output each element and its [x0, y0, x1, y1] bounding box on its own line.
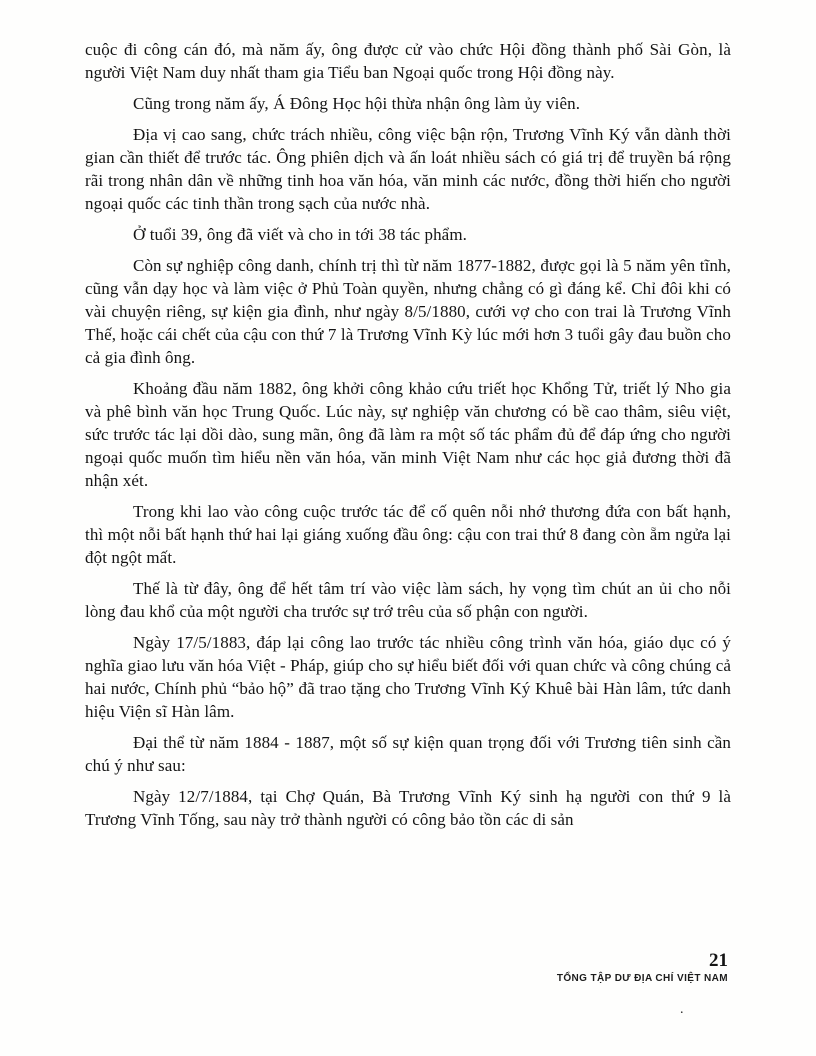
page-number: 21	[709, 950, 728, 971]
paragraph: Ở tuổi 39, ông đã viết và cho in tới 38 tác phẩm.	[133, 225, 467, 244]
paragraph: Địa vị cao sang, chức trách nhiều, công việc bận rộn, Trương Vĩnh Ký vẫn dành thời gian cần thiết để trước tác. Ông phiên dịch và ấn loát nhiều sách có giá trị để truyền bá rộng rãi trong nhân dân về những tinh hoa văn hóa, văn minh các nước, đồng thời hiến cho người ngoại quốc các tinh thần trong sạch của nước nhà.	[85, 125, 731, 213]
paragraph: Ngày 17/5/1883, đáp lại công lao trước tác nhiều công trình văn hóa, giáo dục có ý nghĩa giao lưu văn hóa Việt - Pháp, giúp cho sự hiểu biết đối với quan chức và công chúng cả hai nước, Chính phủ “bảo hộ” đã trao tặng cho Trương Vĩnh Ký Khuê bài Hàn lâm, tức danh hiệu Viện sĩ Hàn lâm.	[85, 633, 731, 721]
paragraph: cuộc đi công cán đó, mà năm ấy, ông được cử vào chức Hội đồng thành phố Sài Gòn, là người Việt Nam duy nhất tham gia Tiểu ban Ngoại quốc trong Hội đồng này.	[85, 40, 731, 82]
paragraph: Thế là từ đây, ông để hết tâm trí vào việc làm sách, hy vọng tìm chút an ủi cho nỗi lòng đau khổ của một người cha trước sự trớ trêu của số phận con người.	[85, 579, 731, 621]
page-footer	[557, 950, 728, 984]
body-text	[85, 38, 731, 839]
paragraph: Khoảng đầu năm 1882, ông khởi công khảo cứu triết học Khổng Tử, triết lý Nho gia và phê bình văn học Trung Quốc. Lúc này, sự nghiệp văn chương có bề cao thâm, siêu việt, sức trước tác lại dồi dào, sung mãn, ông đã làm ra một số tác phẩm đủ để đáp ứng cho người ngoại quốc muốn tìm hiểu nền văn hóa, văn minh Việt Nam như các học giả đương thời đã nhận xét.	[85, 379, 731, 490]
footer-period-mark: .	[680, 1002, 684, 1017]
running-title: TỔNG TẬP DƯ ĐỊA CHÍ VIỆT NAM	[556, 973, 728, 984]
paragraph: Còn sự nghiệp công danh, chính trị thì từ năm 1877-1882, được gọi là 5 năm yên tĩnh, cũng vẫn dạy học và làm việc ở Phủ Toàn quyền, nhưng chẳng có gì đáng kể. Chỉ đôi khi có vài chuyện riêng, sự kiện gia đình, như ngày 8/5/1880, cưới vợ cho con trai là Trương Vĩnh Thế, hoặc cái chết của cậu con thứ 7 là Trương Vĩnh Kỳ lúc mới hơn 3 tuổi gây đau buồn cho cả gia đình ông.	[85, 256, 731, 367]
paragraph: Cũng trong năm ấy, Á Đông Học hội thừa nhận ông làm ủy viên.	[133, 94, 581, 113]
paragraph: Trong khi lao vào công cuộc trước tác để cố quên nỗi nhớ thương đứa con bất hạnh, thì một nỗi bất hạnh thứ hai lại giáng xuống đầu ông: cậu con trai thứ 8 đang còn ẵm ngửa lại đột ngột mất.	[85, 502, 731, 567]
paragraph: Đại thể từ năm 1884 - 1887, một số sự kiện quan trọng đối với Trương tiên sinh cần chú ý như sau:	[85, 733, 731, 775]
paragraph: Ngày 12/7/1884, tại Chợ Quán, Bà Trương Vĩnh Ký sinh hạ người con thứ 9 là Trương Vĩnh Tống, sau này trở thành người có công bảo tồn các di sản	[85, 787, 731, 829]
